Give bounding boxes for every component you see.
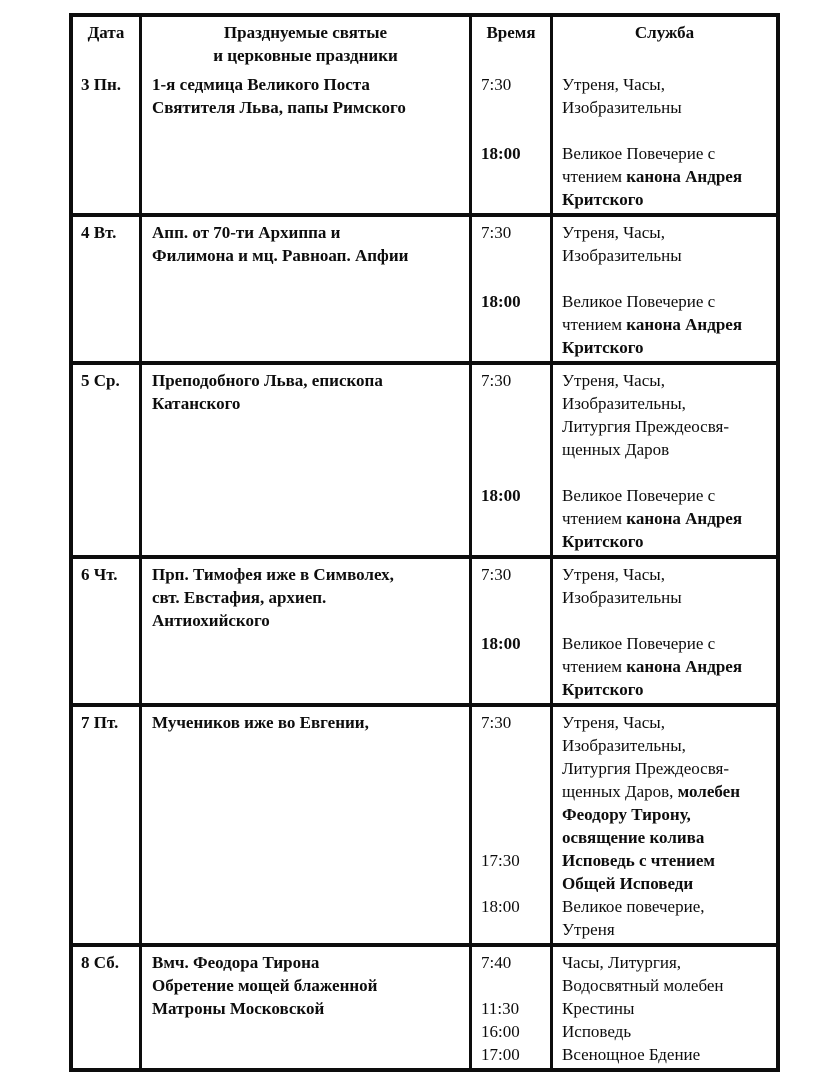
service-text: Всенощное Бдение	[562, 1045, 701, 1064]
time-cell: 7:40	[481, 953, 512, 972]
service-text-bold: Общей Исповеди	[562, 874, 694, 893]
time-cell: 7:30	[481, 223, 512, 242]
saints-cell	[142, 69, 472, 213]
service-line	[550, 711, 776, 734]
service-line	[550, 803, 776, 826]
service-line	[550, 1020, 776, 1043]
saints-line: Обретение мощей блаженной	[152, 976, 378, 995]
saints-cell	[142, 217, 472, 361]
service-text: Изобразительны	[562, 246, 682, 265]
service-line	[550, 244, 776, 267]
time-cell	[472, 244, 550, 267]
service-text: Великое Повечерие с	[562, 144, 716, 163]
service-line	[550, 826, 776, 849]
table-header-row	[73, 17, 776, 69]
time-cell	[472, 803, 550, 826]
time-cell	[472, 415, 550, 438]
time-service-divider	[550, 213, 553, 361]
time-cell: 18:00	[481, 897, 520, 916]
service-text: Литургия Преждеосвя-	[562, 417, 729, 436]
schedule-cell	[472, 217, 776, 361]
service-line	[550, 951, 776, 974]
table-row	[73, 943, 776, 1068]
service-line	[550, 997, 776, 1020]
service-text: Утреня	[562, 920, 615, 939]
schedule-grid	[472, 951, 776, 1066]
time-cell	[472, 188, 550, 211]
saints-line: Мучеников иже во Евгении,	[152, 713, 369, 732]
saints-line: Вмч. Феодора Тирона	[152, 953, 320, 972]
saints-line: Апп. от 70-ти Архиппа и	[152, 223, 341, 242]
service-text-bold: канона Андрея	[626, 657, 743, 676]
service-text: чтением	[562, 509, 627, 528]
schedule-grid	[472, 711, 776, 941]
service-line	[550, 96, 776, 119]
saints-cell	[142, 947, 472, 1068]
service-line	[550, 221, 776, 244]
time-cell: 7:30	[481, 565, 512, 584]
service-line	[550, 757, 776, 780]
service-line	[550, 563, 776, 586]
time-cell	[472, 392, 550, 415]
service-text: Литургия Преждеосвя-	[562, 759, 729, 778]
service-line	[550, 507, 776, 530]
saints-line: Катанского	[152, 394, 241, 413]
time-cell	[472, 461, 550, 484]
service-line	[550, 73, 776, 96]
date-cell: 7 Пт.	[73, 707, 142, 943]
service-line	[550, 895, 776, 918]
service-text: Великое Повечерие с	[562, 634, 716, 653]
service-text: Изобразительны,	[562, 736, 686, 755]
service-text: Утреня, Часы,	[562, 371, 665, 390]
time-cell: 7:30	[481, 371, 512, 390]
service-line	[550, 392, 776, 415]
service-text-bold: молебен	[677, 782, 741, 801]
service-text: щенных Даров,	[562, 782, 678, 801]
service-text-bold: канона Андрея	[626, 315, 743, 334]
header-saints-line2: и церковные праздники	[213, 46, 398, 65]
header-time: Время	[472, 17, 553, 69]
saints-line: Филимона и мц. Равноап. Апфии	[152, 246, 409, 265]
schedule-grid	[472, 73, 776, 211]
service-text: Великое повечерие,	[562, 897, 705, 916]
time-cell	[472, 119, 550, 142]
service-line	[550, 119, 776, 142]
service-line	[550, 165, 776, 188]
service-line	[550, 484, 776, 507]
service-text: чтением	[562, 657, 627, 676]
time-cell	[472, 757, 550, 780]
service-line	[550, 632, 776, 655]
service-line	[550, 586, 776, 609]
time-cell	[472, 918, 550, 941]
time-cell	[472, 530, 550, 553]
time-cell	[472, 586, 550, 609]
saints-cell	[142, 365, 472, 555]
time-cell	[472, 826, 550, 849]
time-cell	[472, 165, 550, 188]
schedule-cell	[472, 707, 776, 943]
service-text: Изобразительны,	[562, 394, 686, 413]
time-service-divider	[550, 555, 553, 703]
time-cell: 18:00	[481, 634, 521, 653]
table-row	[73, 703, 776, 943]
schedule-grid	[472, 563, 776, 701]
service-text-bold: Исповедь с чтением	[562, 851, 715, 870]
time-cell	[472, 780, 550, 803]
service-line	[550, 188, 776, 211]
service-text: Великое Повечерие с	[562, 292, 716, 311]
service-text: Изобразительны	[562, 98, 682, 117]
service-text: Водосвятный молебен	[562, 976, 724, 995]
service-line	[550, 1043, 776, 1066]
service-text: Утреня, Часы,	[562, 713, 665, 732]
date-cell: 4 Вт.	[73, 217, 142, 361]
time-service-divider	[550, 65, 553, 213]
table-body	[73, 69, 776, 1068]
time-cell	[472, 267, 550, 290]
header-date: Дата	[73, 17, 142, 69]
header-saints	[142, 17, 472, 69]
table-row	[73, 213, 776, 361]
service-text: Утреня, Часы,	[562, 75, 665, 94]
service-line	[550, 609, 776, 632]
time-cell	[472, 336, 550, 359]
schedule-grid	[472, 221, 776, 359]
service-text-bold: Критского	[562, 680, 644, 699]
service-line	[550, 415, 776, 438]
service-text: Часы, Литургия,	[562, 953, 682, 972]
service-line	[550, 142, 776, 165]
service-text: Изобразительны	[562, 588, 682, 607]
time-cell: 17:30	[481, 851, 520, 870]
service-text: Великое Повечерие с	[562, 486, 716, 505]
table-row	[73, 555, 776, 703]
service-text-bold: освящение колива	[562, 828, 705, 847]
service-text-bold: Критского	[562, 338, 644, 357]
service-line	[550, 369, 776, 392]
time-cell: 17:00	[481, 1045, 520, 1064]
service-line	[550, 313, 776, 336]
schedule-table	[69, 13, 780, 1072]
time-cell	[472, 655, 550, 678]
service-line	[550, 974, 776, 997]
time-cell	[472, 974, 550, 997]
table-row	[73, 69, 776, 213]
saints-line: Святителя Льва, папы Римского	[152, 98, 406, 117]
service-text: чтением	[562, 315, 627, 334]
service-text-bold: Феодору Тирону,	[562, 805, 691, 824]
saints-line: Прп. Тимофея иже в Символех,	[152, 565, 394, 584]
service-text-bold: канона Андрея	[626, 509, 743, 528]
date-cell: 6 Чт.	[73, 559, 142, 703]
time-cell	[472, 609, 550, 632]
service-text: Крестины	[562, 999, 635, 1018]
service-line	[550, 461, 776, 484]
service-text: Утреня, Часы,	[562, 223, 665, 242]
service-text: щенных Даров	[562, 440, 670, 459]
time-cell: 7:30	[481, 713, 512, 732]
header-saints-line1: Празднуемые святые	[223, 23, 388, 42]
saints-line: Антиохийского	[152, 611, 270, 630]
service-text: чтением	[562, 167, 627, 186]
time-cell: 18:00	[481, 486, 521, 505]
time-cell	[472, 313, 550, 336]
schedule-grid	[472, 369, 776, 553]
time-cell: 18:00	[481, 144, 521, 163]
service-line	[550, 678, 776, 701]
saints-cell	[142, 559, 472, 703]
saints-line: свт. Евстафия, архиеп.	[152, 588, 327, 607]
service-line	[550, 918, 776, 941]
service-text-bold: Критского	[562, 532, 644, 551]
time-cell	[472, 438, 550, 461]
date-cell: 8 Сб.	[73, 947, 142, 1068]
service-line	[550, 734, 776, 757]
time-cell: 7:30	[481, 75, 512, 94]
saints-cell	[142, 707, 472, 943]
time-cell: 11:30	[481, 999, 520, 1018]
time-service-divider	[550, 361, 553, 555]
service-line	[550, 438, 776, 461]
schedule-cell	[472, 947, 776, 1068]
service-line	[550, 336, 776, 359]
table-row	[73, 361, 776, 555]
time-cell: 18:00	[481, 292, 521, 311]
saints-line: Матроны Московской	[152, 999, 325, 1018]
time-cell	[472, 678, 550, 701]
time-cell: 16:00	[481, 1022, 520, 1041]
saints-line: Преподобного Льва, епископа	[152, 371, 383, 390]
schedule-cell	[472, 365, 776, 555]
service-text: Исповедь	[562, 1022, 632, 1041]
time-cell	[472, 872, 550, 895]
header-service: Служба	[634, 23, 695, 42]
time-service-divider	[550, 943, 553, 1068]
schedule-cell	[472, 559, 776, 703]
service-line	[550, 849, 776, 872]
service-line	[550, 290, 776, 313]
service-text: Утреня, Часы,	[562, 565, 665, 584]
time-cell	[472, 96, 550, 119]
service-line	[550, 872, 776, 895]
time-service-divider	[550, 703, 553, 943]
date-cell: 5 Ср.	[73, 365, 142, 555]
saints-line: 1-я седмица Великого Поста	[152, 75, 370, 94]
service-line	[550, 267, 776, 290]
service-line	[550, 780, 776, 803]
time-cell	[472, 734, 550, 757]
service-line	[550, 655, 776, 678]
time-cell	[472, 507, 550, 530]
service-text-bold: канона Андрея	[626, 167, 743, 186]
service-text-bold: Критского	[562, 190, 644, 209]
schedule-cell	[472, 69, 776, 213]
service-line	[550, 530, 776, 553]
date-cell: 3 Пн.	[73, 69, 142, 213]
